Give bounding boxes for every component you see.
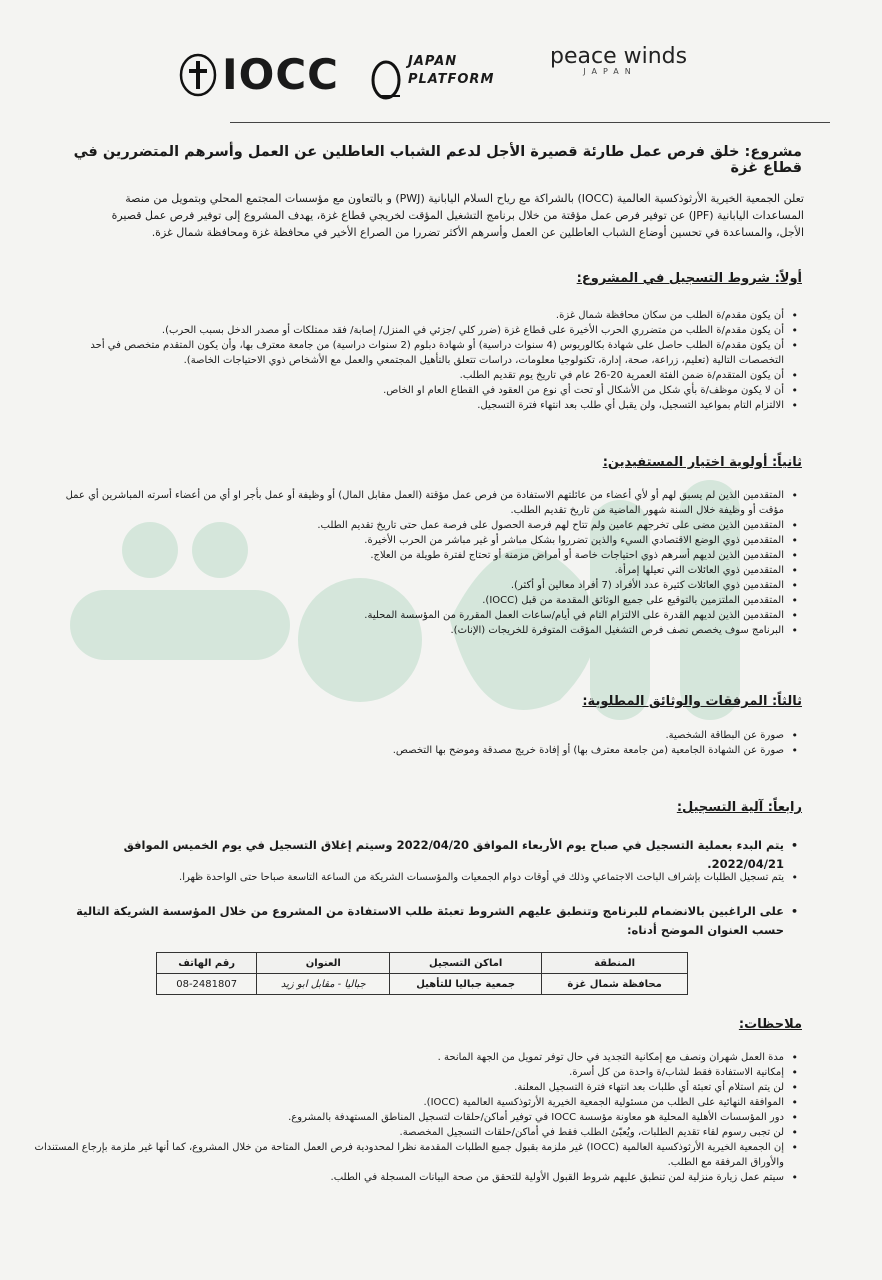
list-item: • أن يكون المتقدم/ة ضمن الفئة العمرية 20-26 عام في تاريخ يوم تقديم الطلب. [64,368,784,383]
list-item: • الالتزام التام بمواعيد التسجيل، ولن يقبل أي طلب بعد انتهاء فترة التسجيل. [64,398,784,413]
section1-list [64,308,802,413]
iocc-logo [178,50,339,99]
table-header: المنطقة [542,953,688,974]
logo-bar [170,40,690,110]
list-item: • يتم تسجيل الطلبات بإشراف الباحث الاجتماعي وذلك في أوقات دوام الجمعيات والمؤسسات الشريكة من الساعة التاسعة صباحا حتى الواحدة ظهرا. [44,870,784,885]
list-item: • أن لا يكون موظف/ة بأي شكل من الأشكال أو تحت أي نوع من العقود في القطاع العام او الخاص. [64,383,784,398]
cross-crest-icon [178,53,218,97]
table-cell: جمعية جباليا للتأهيل [390,974,542,995]
list-item: • المتقدمين الملتزمين بالتوقيع على جميع الوثائق المقدمة من قبل (IOCC). [64,593,784,608]
table-header: رقم الهاتف [157,953,257,974]
list-item: • المتقدمين الذين لديهم القدرة على الالتزام التام في أيام/ساعات العمل المقررة من المؤسسة المحلية. [64,608,784,623]
section4-list [44,836,802,874]
header-rule [230,122,830,123]
list-item: • المتقدمين ذوي الوضع الاقتصادي السيء والذين تضرروا بشكل مباشر أو غير مباشر من الحرب الأخيرة. [64,533,784,548]
section2-heading: ثانياً: أولوية اختيار المستفيدين: [602,455,802,470]
list-item: • المتقدمين الذين مضى على تخرجهم عامين ولم تتاح لهم فرصة الحصول على فرصة عمل حتى تاريخ تقديم الطلب. [64,518,784,533]
japan-platform-line2: PLATFORM [408,72,495,87]
japan-platform-logo [370,50,500,100]
list-item: • سيتم عمل زيارة منزلية لمن تنطبق عليهم شروط القبول الأولية للتحقق من صحة البيانات المسجلة في الطلب. [24,1170,784,1185]
registration-table [156,952,688,995]
list-item: • أن يكون مقدم/ة الطلب من متضرري الحرب الأخيرة على قطاع غزة (ضرر كلي /جزئي في المنزل/ إصابة/ فقد ممتلكات أو مصدر الدخل بسبب الحرب). [64,323,784,338]
section2-list [64,488,802,638]
list-item: • يتم البدء بعملية التسجيل في صباح يوم الأربعاء الموافق 2022/04/20 وسيتم إغلاق التسجيل في يوم الخميس الموافق 2022/04/21. [44,836,784,874]
intro-paragraph: تعلن الجمعية الخيرية الأرثوذكسية العالمية (IOCC) بالشراكة مع رياح السلام اليابانية (PWJ) و بالتعاون مع مؤسسات المجتمع المحلي وبتمويل من منصة المساعدات اليابانية (JPF) عن توفير فرص عمل مؤقتة من خلال برنامج التشغيل المؤقت لخريجي قطاع غزة، يهدف المشروع إلى توفير فرص عمل قصيرة الأجل، والمساعدة في تحسين أوضاع الشباب العاطلين عن العمل وأسرهم الأكثر تضررا من الصراع الأخير في محافظة غزة ومحافظة شمال غزة. [111,192,804,239]
list-item: • على الراغبين بالانضمام للبرنامج وتنطبق عليهم الشروط تعبئة طلب الاستفادة من المشروع من خلال المؤسسة الشريكة التالية حسب العنوان الموضح أدناه: [44,902,784,940]
section1-heading: أولاً: شروط التسجيل في المشروع: [576,271,802,286]
section4-list-2 [44,870,802,885]
japan-platform-line1: JAPAN [408,54,458,69]
table-cell-handwritten: جباليا - مقابل ابو زيد [257,974,390,995]
project-title: مشروع: خلق فرص عمل طارئة قصيرة الأجل لدعم الشباب العاطلين عن العمل وأسرهم المتضررين في قطاع غزة [73,144,802,176]
list-item: • لن تجبى رسوم لقاء تقديم الطلبات، ويُعبّئ الطلب فقط في أماكن/حلقات التسجيل المخصصة. [24,1125,784,1140]
table-header: اماكن التسجيل [390,953,542,974]
list-item: • أن يكون مقدم/ة الطلب حاصل على شهادة بكالوريوس (4 سنوات دراسية) أو شهادة دبلوم (2 سنوات دراسية) من جامعة معترف بها، وأن يكون المتقدم متخصص في أحد التخصصات التالية (تعليم، زراعة، صحة، إدارة، تكنولوجيا معلومات، دراسات تتعلق بالتأهيل المجتمعي والعمل مع الأشخاص ذوي الاحتياجات الخاصة). [64,338,784,368]
peace-winds-sub: JAPAN [583,67,637,76]
table-cell: محافظة شمال غزة [542,974,688,995]
list-item: • المتقدمين الذين لديهم أسرهم ذوي احتياجات خاصة أو أمراض مزمنة أو تحتاج لفترة طويلة من العلاج. [64,548,784,563]
list-item: • الموافقة النهائية على الطلب من مسئولية الجمعية الخيرية الأرثوذكسية العالمية (IOCC). [24,1095,784,1110]
list-item: • المتقدمين ذوي العائلات كثيرة عدد الأفراد (7 أفراد معالين أو أكثر). [64,578,784,593]
list-item: • لن يتم استلام أي تعبئة أي طلبات بعد انتهاء فترة التسجيل المعلنة. [24,1080,784,1095]
list-item: • إمكانية الاستفادة فقط لشاب/ة واحدة من كل أسرة. [24,1065,784,1080]
table-row [157,974,688,995]
iocc-logo-text: IOCC [222,50,339,99]
list-item: • أن يكون مقدم/ة الطلب من سكان محافظة شمال غزة. [64,308,784,323]
list-item: • إن الجمعية الخيرية الأرثوذكسية العالمية (IOCC) غير ملزمة بقبول جميع الطلبات المقدمة نظرا لمحدودية فرص العمل المتاحة من خلال المشروع، كما أنها غير ملزمة بإرجاع المستندات والأوراق المرفقة مع الطلب. [24,1140,784,1170]
list-item: • صورة عن الشهادة الجامعية (من جامعة معترف بها) أو إفادة خريج مصدقة وموضح بها التخصص. [64,743,784,758]
section3-heading: ثالثاً: المرفقات والوثائق المطلوبة: [582,694,802,709]
notes-list [24,1050,802,1185]
notes-heading: ملاحظات: [738,1017,802,1032]
list-item: • مدة العمل شهران ونصف مع إمكانية التجديد في حال توفر تمويل من الجهة المانحة . [24,1050,784,1065]
list-item: • المتقدمين الذين لم يسبق لهم أو لأي أعضاء من عائلتهم الاستفادة من فرص عمل مؤقتة (العمل مقابل المال) أو وظيفة أو عمل بأجر او أي من أعضاء أسرته المباشرين أي عمل مؤقت أو وظيفة خلال السنة شهور الماضية من تاريخ تقديم الطلب. [64,488,784,518]
table-header-row [157,953,688,974]
list-item: • صورة عن البطاقة الشخصية. [64,728,784,743]
list-item: • البرنامج سوف يخصص نصف فرص التشغيل المؤقت المتوفرة للخريجات (الإناث). [64,623,784,638]
section3-list [64,728,802,758]
table-header: العنوان [257,953,390,974]
peace-winds-logo [550,44,688,94]
section4-heading: رابعاً: آلية التسجيل: [676,800,802,815]
list-item: • دور المؤسسات الأهلية المحلية هو معاونة مؤسسة IOCC في توفير أماكن/حلقات لتسجيل المناطق المستهدفة بالمشروع. [24,1110,784,1125]
section4-list-3 [44,902,802,940]
table-cell: 08-2481807 [157,974,257,995]
peace-winds-text: peace winds [550,44,688,69]
list-item: • المتقدمين ذوي العائلات التي تعيلها إمرأة. [64,563,784,578]
